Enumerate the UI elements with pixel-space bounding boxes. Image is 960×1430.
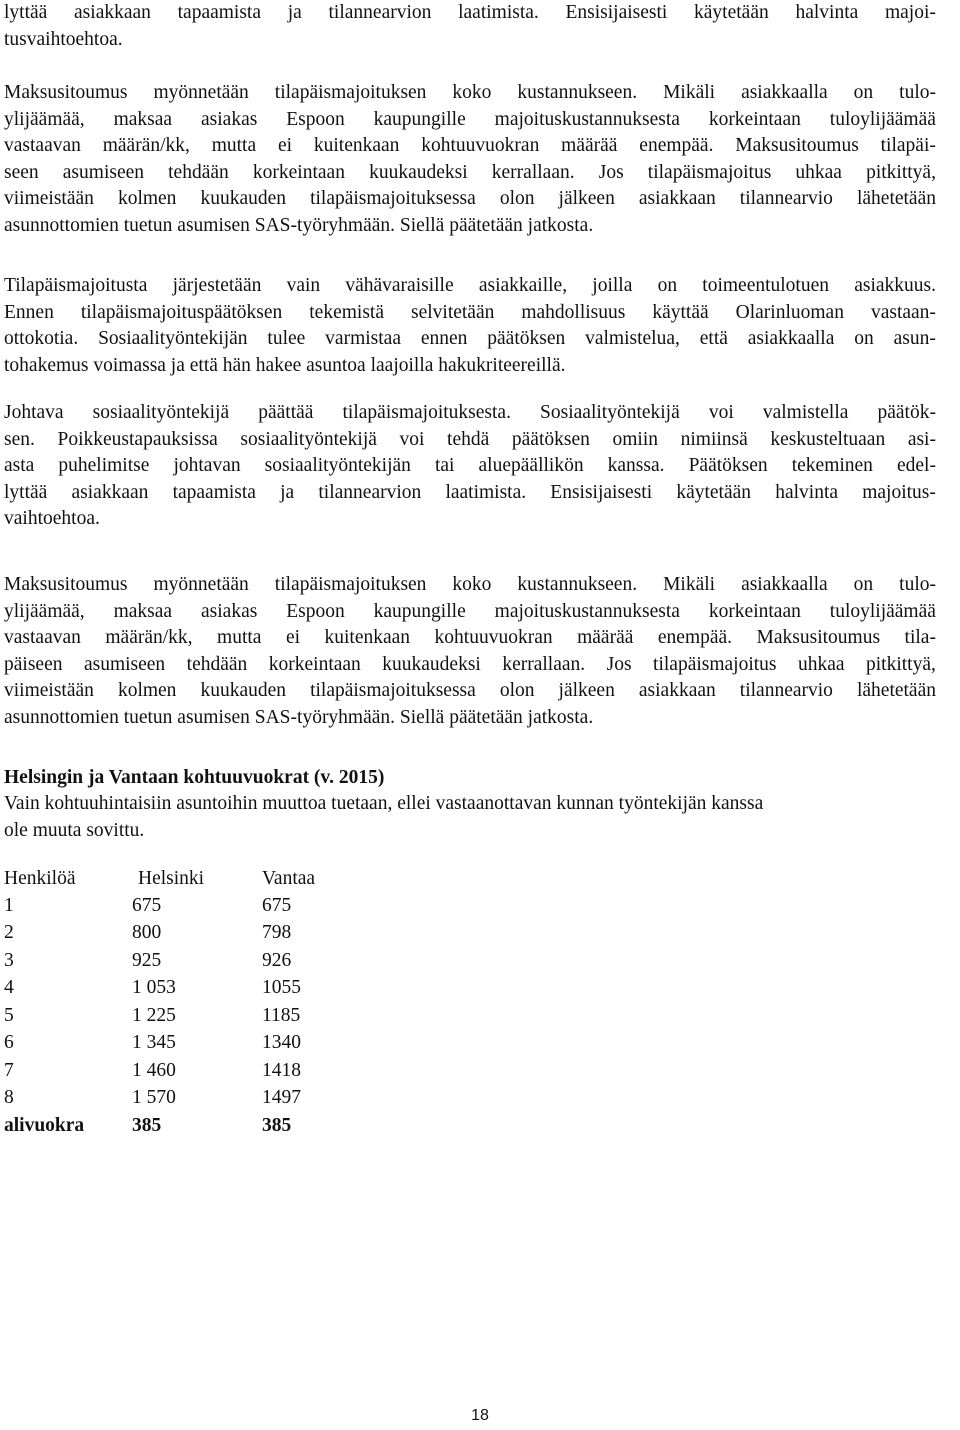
table-cell-helsinki: 1 053 xyxy=(132,977,176,998)
table-cell-vantaa: 1418 xyxy=(262,1060,301,1081)
paragraph-3-line-1: Tilapäismajoitusta järjestetään vain vähävaraisille asiakkaille, joilla on toimeentulotuen asiakkuus. xyxy=(4,275,936,296)
paragraph-2-line-6: asunnottomien tuetun asumisen SAS-työryhmään. Siellä päätetään jatkosta. xyxy=(4,214,594,236)
table-footer-label: alivuokra xyxy=(4,1115,85,1136)
paragraph-2-line-1: Maksusitoumus myönnetään tilapäismajoituksen koko kustannukseen. Mikäli asiakkaalla on tulo- xyxy=(4,82,936,103)
paragraph-5-line-6: asunnottomien tuetun asumisen SAS-työryhmään. Siellä päätetään jatkosta. xyxy=(4,706,594,728)
page-number: 18 xyxy=(471,1407,489,1424)
table-cell-vantaa: 1340 xyxy=(262,1032,301,1053)
paragraph-4-line-4: lyttää asiakkaan tapaamista ja tilannearvion laatimista. Ensisijaisesti käytetään halvinta majoitus- xyxy=(4,481,936,503)
table-cell-vantaa: 1497 xyxy=(262,1087,301,1108)
section-heading: Helsingin ja Vantaan kohtuuvuokrat (v. 2015) xyxy=(4,767,385,788)
table-cell-persons: 7 xyxy=(4,1060,14,1081)
table-cell-vantaa: 1185 xyxy=(262,1005,301,1026)
paragraph-5-line-4: päiseen asumiseen tehdään korkeintaan kuukaudeksi kerrallaan. Jos tilapäismajoitus uhkaa pitkittyä, xyxy=(4,653,936,675)
paragraph-5-line-3: vastaavan määrän/kk, mutta ei kuitenkaan kohtuuvuokran määrää enempää. Maksusitoumus tila- xyxy=(4,627,936,648)
paragraph-2-line-2: ylijäämää, maksaa asiakas Espoon kaupungille majoituskustannuksesta korkeintaan tuloylijäämää xyxy=(4,108,936,130)
table-cell-helsinki: 800 xyxy=(132,922,162,943)
paragraph-3-line-4: tohakemus voimassa ja että hän hakee asuntoa laajoilla hakukriteereillä. xyxy=(4,354,566,376)
paragraph-2-line-4: seen asumiseen tehdään korkeintaan kuukaudeksi kerrallaan. Jos tilapäismajoitus uhkaa pitkittyä, xyxy=(4,161,936,183)
table-cell-persons: 8 xyxy=(4,1087,14,1108)
paragraph-3-line-3: ottokotia. Sosiaalityöntekijän tulee varmistaa ennen päätöksen valmistelua, että asiakkaalla on asun- xyxy=(4,328,936,349)
paragraph-4-line-3: asta puhelimitse johtavan sosiaalityöntekijän tai aluepäällikön kanssa. Päätöksen tekeminen edel- xyxy=(4,455,936,476)
table-header-vantaa: Vantaa xyxy=(262,868,316,889)
table-cell-helsinki: 925 xyxy=(132,950,162,971)
table-cell-helsinki: 1 225 xyxy=(132,1005,176,1026)
paragraph-5-line-5: viimeistään kolmen kuukauden tilapäismajoituksessa olon jälkeen asiakkaan tilannearvio lähetetään xyxy=(4,680,936,701)
section-intro-line-1: Vain kohtuuhintaisiin asuntoihin muuttoa tuetaan, ellei vastaanottavan kunnan työntekijän kanssa xyxy=(4,793,764,814)
table-cell-vantaa: 675 xyxy=(262,895,292,916)
table-cell-persons: 1 xyxy=(4,895,14,916)
table-header-helsinki: Helsinki xyxy=(138,868,205,889)
section-intro-line-2: ole muuta sovittu. xyxy=(4,820,145,841)
paragraph-2-line-3: vastaavan määrän/kk, mutta ei kuitenkaan kohtuuvuokran määrää enempää. Maksusitoumus tilapäi- xyxy=(4,135,936,156)
table-cell-persons: 6 xyxy=(4,1032,14,1053)
table-footer-vantaa: 385 xyxy=(262,1115,292,1136)
paragraph-2-line-5: viimeistään kolmen kuukauden tilapäismajoituksessa olon jälkeen asiakkaan tilannearvio lähetetään xyxy=(4,188,936,209)
table-cell-helsinki: 1 345 xyxy=(132,1032,176,1053)
table-cell-vantaa: 798 xyxy=(262,922,292,943)
table-cell-persons: 2 xyxy=(4,922,14,943)
table-cell-vantaa: 1055 xyxy=(262,977,301,998)
paragraph-3-line-2: Ennen tilapäismajoituspäätöksen tekemistä selvitetään mahdollisuus käyttää Olarinluoman vastaan- xyxy=(4,301,936,323)
paragraph-1-line-2: tusvaihtoehtoa. xyxy=(4,28,123,50)
table-cell-persons: 4 xyxy=(4,977,14,998)
paragraph-5-line-1: Maksusitoumus myönnetään tilapäismajoituksen koko kustannukseen. Mikäli asiakkaalla on tulo- xyxy=(4,574,936,595)
paragraph-1-line-1: lyttää asiakkaan tapaamista ja tilannearvion laatimista. Ensisijaisesti käytetään halvinta majoi- xyxy=(4,2,936,23)
paragraph-4-line-1: Johtava sosiaalityöntekijä päättää tilapäismajoituksesta. Sosiaalityöntekijä voi valmistella päätök- xyxy=(4,402,936,423)
table-header-persons: Henkilöä xyxy=(4,868,76,889)
table-cell-persons: 5 xyxy=(4,1005,14,1026)
table-cell-helsinki: 1 460 xyxy=(132,1060,176,1081)
table-cell-helsinki: 1 570 xyxy=(132,1087,176,1108)
paragraph-4-line-2: sen. Poikkeustapauksissa sosiaalityöntekijä voi tehdä päätöksen omiin nimiinsä keskusteltuaan asi- xyxy=(4,428,936,450)
table-cell-vantaa: 926 xyxy=(262,950,292,971)
paragraph-4-line-5: vaihtoehtoa. xyxy=(4,508,100,529)
table-cell-persons: 3 xyxy=(4,950,14,971)
paragraph-5-line-2: ylijäämää, maksaa asiakas Espoon kaupungille majoituskustannuksesta korkeintaan tuloylijäämää xyxy=(4,600,936,622)
table-cell-helsinki: 675 xyxy=(132,895,162,916)
table-footer-helsinki: 385 xyxy=(132,1115,162,1136)
